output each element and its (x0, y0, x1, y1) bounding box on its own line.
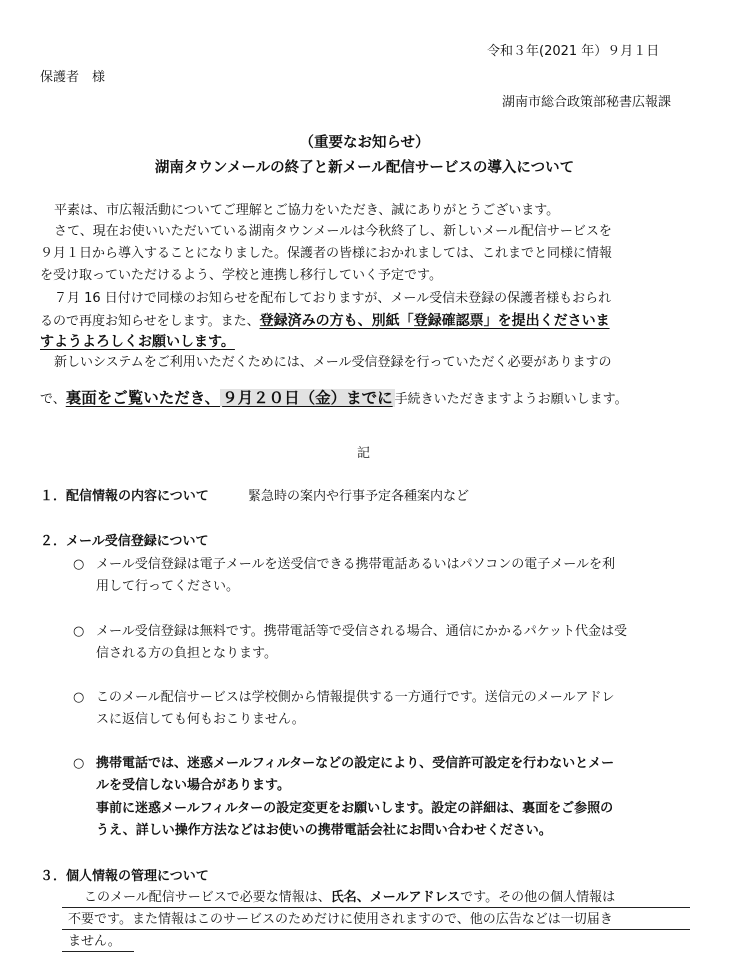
page-title: 湖南タウンメールの終了と新メール配信サービスの導入について (154, 160, 575, 176)
paragraph-2-line-3: を受け取っていただけるよう、学校と連携し移行していく予定です。 (40, 268, 442, 283)
required-info: 氏名、メールアドレス (330, 890, 461, 905)
paragraph-3-line-2 (40, 311, 610, 332)
item-4-line-2: ルを受信しない場合があります。 (96, 778, 290, 793)
item-3-line-2: スに返信しても何もおこりません。 (96, 712, 305, 727)
underline-rule (62, 907, 690, 908)
bullet-icon: ○ (73, 756, 85, 771)
item-4-line-3: 事前に迷惑メールフィルターの設定変更をお願いします。設定の詳細は、裏面をご参照の (96, 801, 614, 816)
section-3-line-2: 不要です。また情報はこのサービスのためだけに使用されますので、他の広告などは一切届き (68, 912, 613, 927)
paragraph-4-line-1: 新しいシステムをご利用いただくためには、メール受信登録を行っていただく必要がありますの (54, 355, 612, 370)
paragraph-3-line-1: ７月 16 日付けで同様のお知らせを配布しておりますが、メール受信未登録の保護者様もおられ (54, 291, 612, 306)
paragraph-3-line-2-plain: るので再度お知らせをします。また、 (40, 314, 260, 329)
ki-marker: 記 (357, 446, 371, 461)
section-3-line-1 (84, 888, 615, 908)
underline-rule (62, 951, 134, 952)
item-2-line-1: メール受信登録は無料です。携帯電話等で受信される場合、通信にかかるパケット代金は受 (96, 624, 628, 639)
paragraph-3-line-3: すようよろしくお願いします。 (40, 334, 235, 350)
paragraph-3-emphasis: 登録済みの方も、別紙「登録確認票」を提出くださいま (259, 313, 610, 329)
section-3-line-3: ません。 (68, 934, 121, 949)
item-4-line-4: うえ、詳しい操作方法などはお使いの携帯電話会社にお問い合わせください。 (96, 823, 552, 838)
bullet-icon: ○ (73, 690, 85, 705)
sender: 湖南市総合政策部秘書広報課 (502, 95, 672, 110)
notice-label: （重要なお知らせ） (299, 135, 430, 151)
section-1-title: １．配信情報の内容について (40, 489, 209, 504)
item-4-line-1: 携帯電話では、迷惑メールフィルターなどの設定により、受信許可設定を行わないとメー (96, 756, 615, 771)
paragraph-2-line-2: ９月１日から導入することになりました。保護者の皆様におかれましては、これまでと同様に情報 (40, 246, 613, 261)
item-1-line-2: 用して行ってください。 (96, 579, 240, 594)
paragraph-4-line-2 (40, 386, 628, 412)
section-3-title: ３．個人情報の管理について (40, 869, 209, 884)
item-3-line-1: このメール配信サービスは学校側から情報提供する一方通行です。送信元のメールアドレ (96, 690, 615, 705)
paragraph-4-prefix: で、 (40, 392, 66, 407)
bullet-icon: ○ (73, 557, 85, 572)
paragraph-2-line-1: さて、現在お使いいただいている湖南タウンメールは今秋終了し、新しいメール配信サービスを (54, 224, 612, 239)
paragraph-1: 平素は、市広報活動についてご理解とご協力をいただき、誠にありがとうございます。 (54, 203, 560, 218)
item-1-line-1: メール受信登録は電子メールを送受信できる携帯電話あるいはパソコンの電子メールを利 (96, 557, 615, 572)
section-2-title: ２．メール受信登録について (40, 534, 209, 549)
underline-rule (62, 929, 690, 930)
item-2-line-2: 信される方の負担となります。 (96, 646, 277, 661)
paragraph-4-suffix: 手続きいただきますようお願いします。 (394, 392, 628, 407)
document-date: 令和３年(2021 年）９月１日 (487, 44, 660, 59)
paragraph-4-see-back: 裏面をご覧いただき、 (65, 389, 221, 407)
deadline-highlight: ９月２０日（金）までに (222, 389, 393, 407)
section-3-line-1-end: です。その他の個人情報は (460, 890, 616, 905)
bullet-icon: ○ (73, 624, 85, 639)
section-3-line-1-start: このメール配信サービスで必要な情報は、 (84, 890, 331, 905)
section-1-text: 緊急時の案内や行事予定各種案内など (248, 489, 470, 504)
recipient: 保護者 様 (40, 70, 106, 85)
